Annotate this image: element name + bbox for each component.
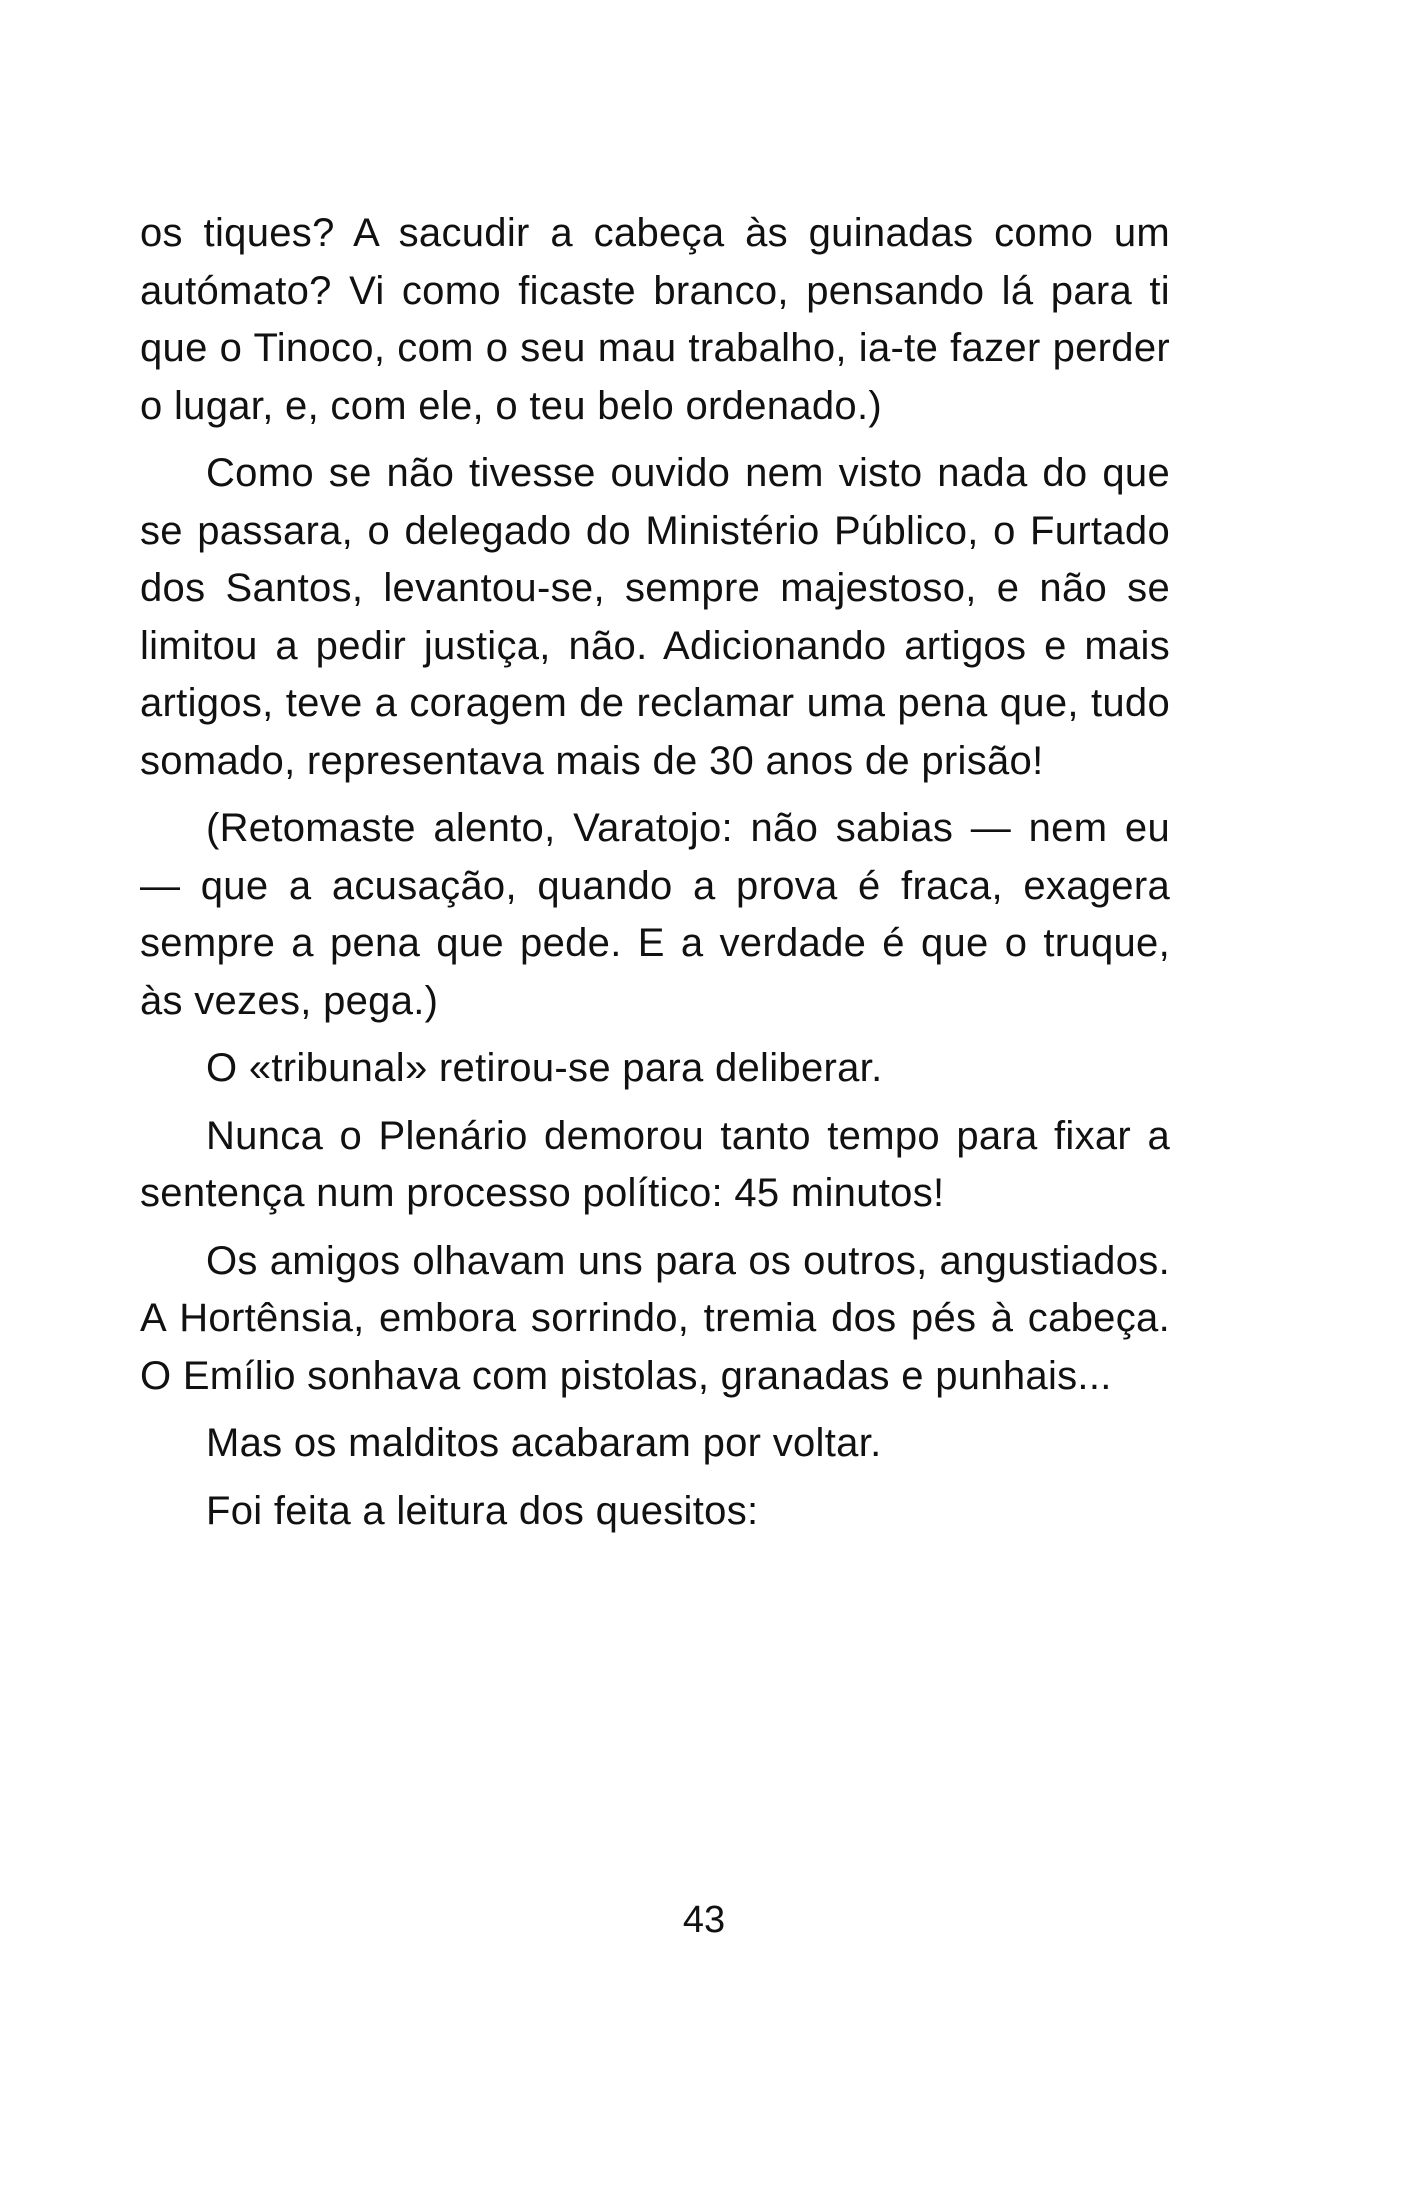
paragraph-5: Nunca o Plenário demorou tanto tempo para fixar a sentença num processo político: 45 minutos! [140,1113,1170,1215]
paragraph-8: Foi feita a leitura dos quesitos: [206,1488,759,1533]
paragraph-4: O «tribunal» retirou-se para deliberar. [206,1046,883,1090]
body-text [140,205,1170,1550]
paragraph-7: Mas os malditos acabaram por voltar. [206,1421,882,1465]
paragraph-2: Como se não tivesse ouvido nem visto nada do que se passara, o delegado do Ministério Público, o Furtado dos Santos, levantou-se, sempre majestoso, e não se limitou a pedir justiça, não. Adicionando artigos e mais artigos, teve a coragem de reclamar uma pena que, tudo somado, representava mais de 30 anos de prisão! [140,451,1170,783]
paragraph-1: os tiques? A sacudir a cabeça às guinadas como um autómato? Vi como ficaste branco, pensando lá para ti que o Tinoco, com o seu mau trabalho, ia-te fazer perder o lugar, e, com ele, o teu belo ordenado.) [140,211,1170,428]
paragraph-3: (Retomaste alento, Varatojo: não sabias — nem eu — que a acusação, quando a prova é fraca, exagera sempre a pena que pede. E a verdade é que o truque, às vezes, pega.) [140,806,1170,1023]
page-number: 43 [682,1899,726,1941]
paragraph-6: Os amigos olhavam uns para os outros, angustiados. A Hortênsia, embora sorrindo, tremia dos pés à cabeça. O Emílio sonhava com pistolas, granadas e punhais... [140,1238,1170,1398]
